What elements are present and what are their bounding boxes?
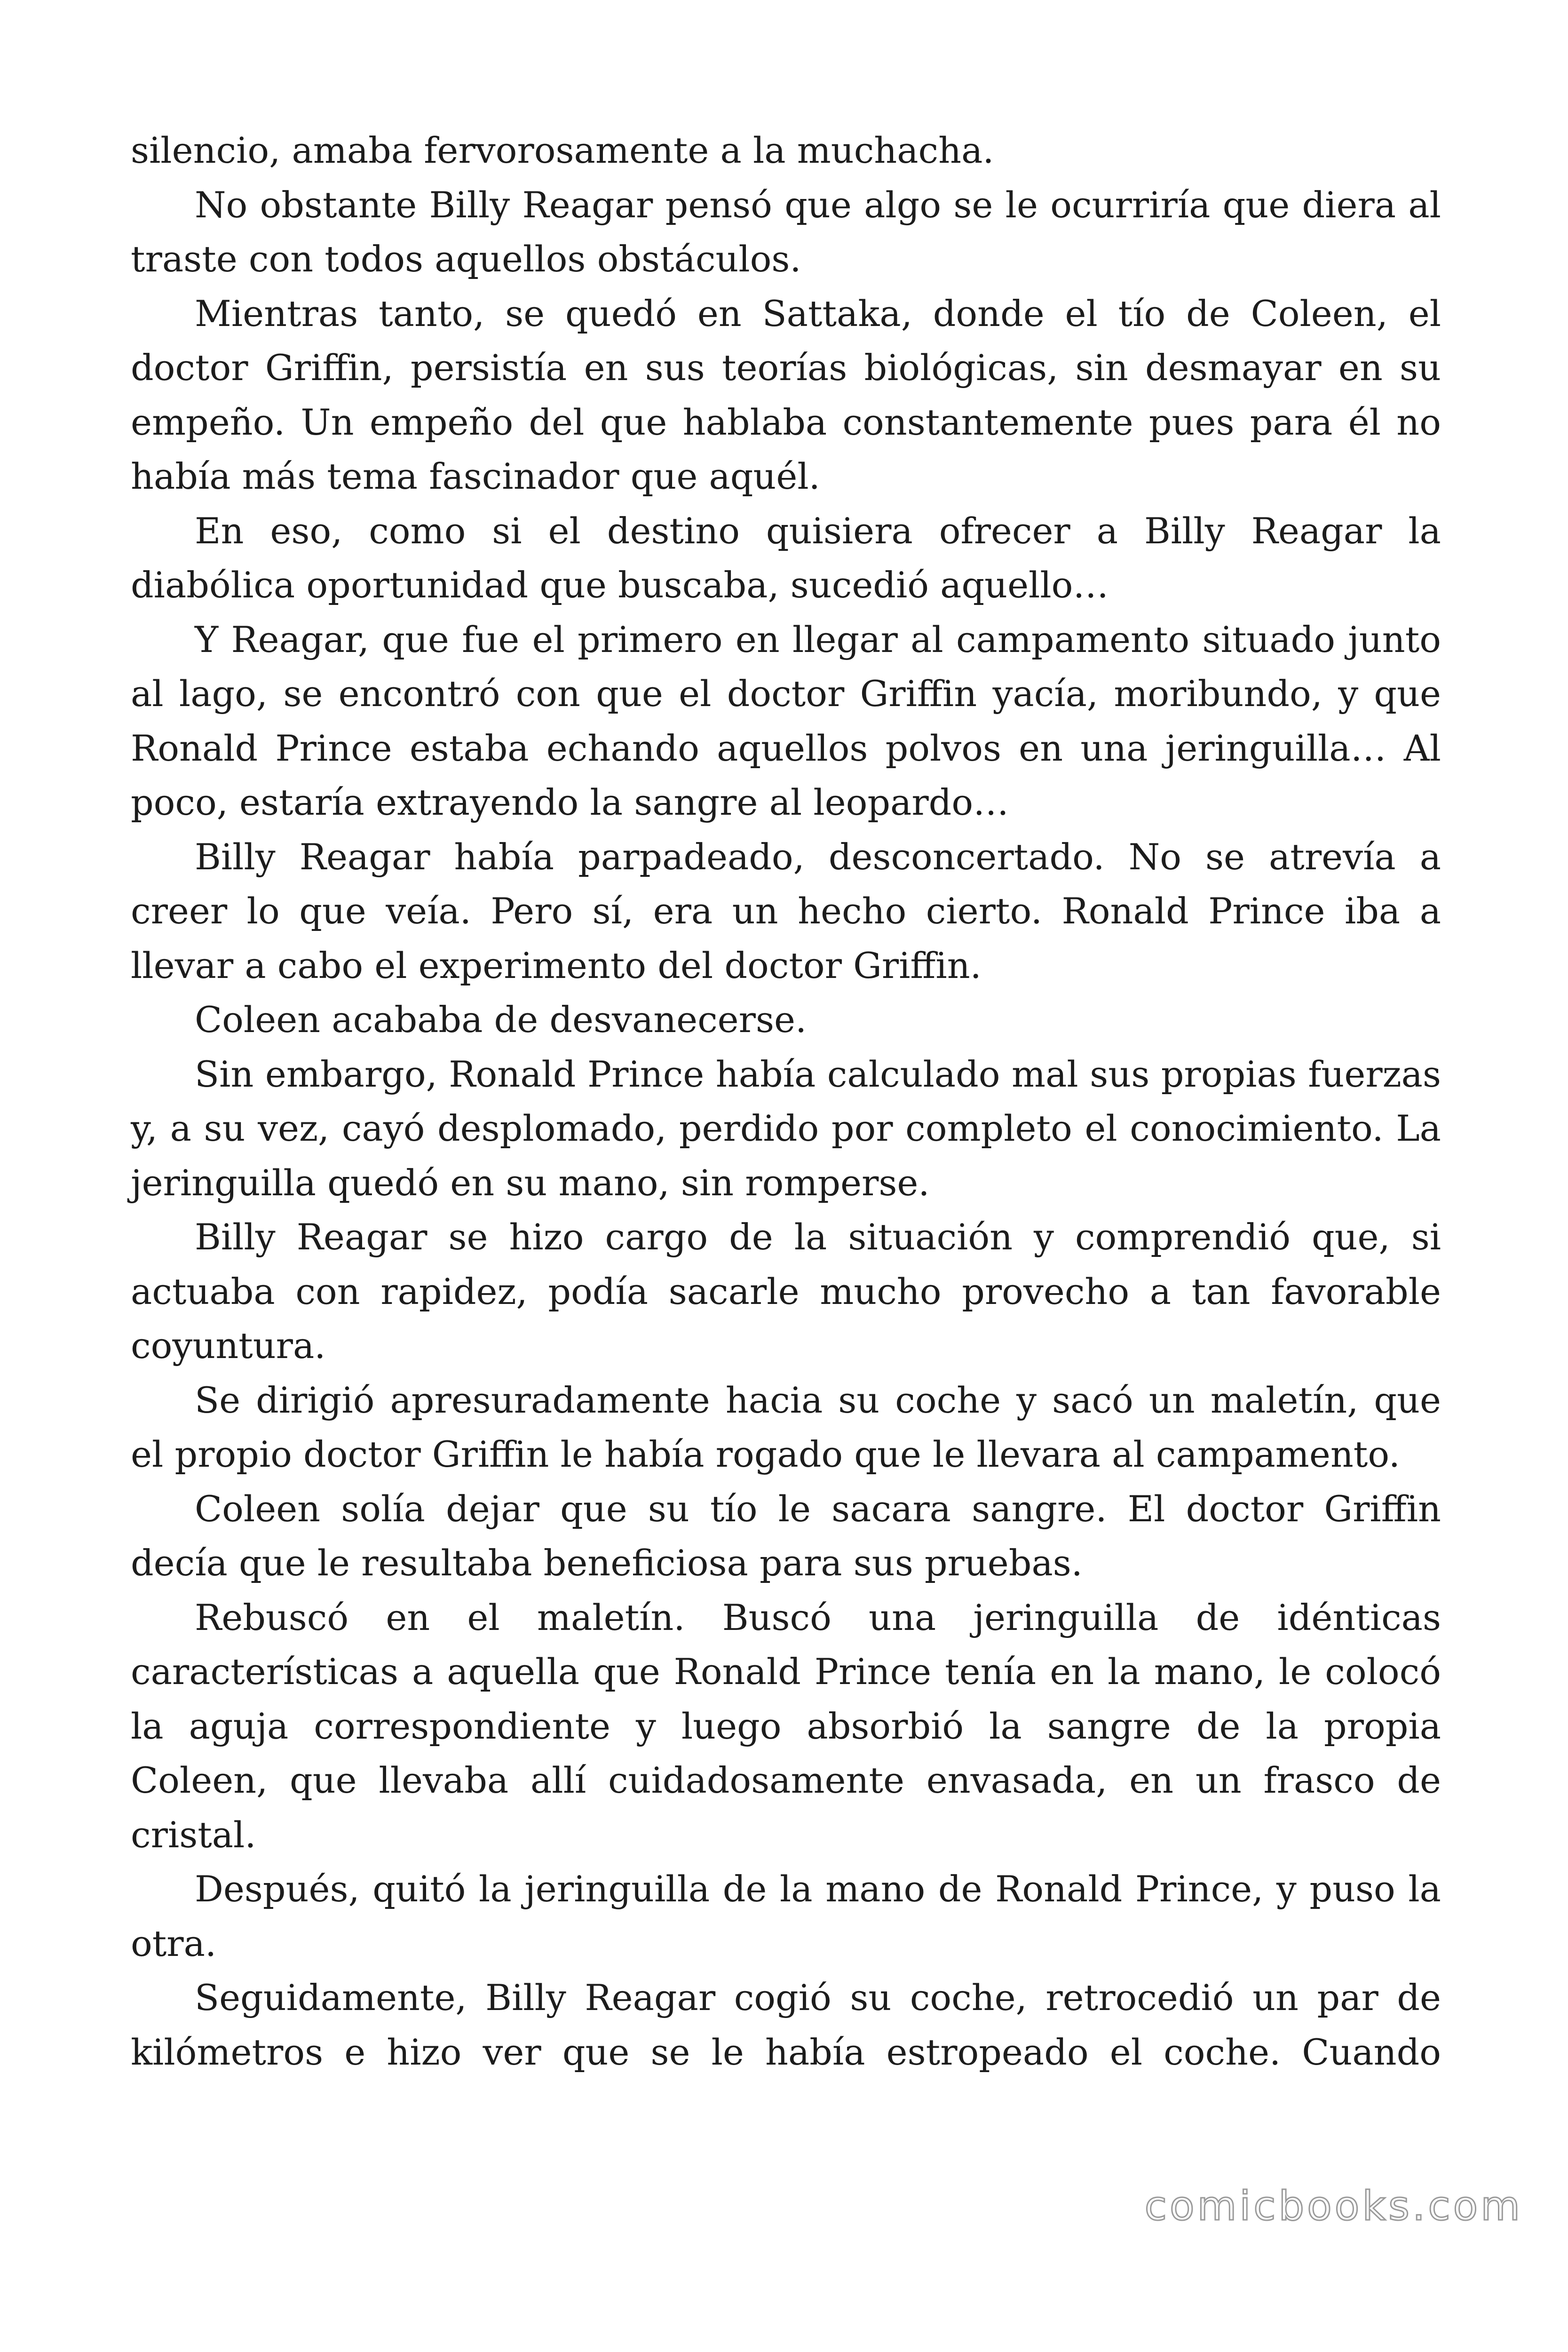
paragraph-11: Coleen solía dejar que su tío le sacara sangre. El doctor Griffin decía que le resultaba beneficiosa para sus pruebas. bbox=[131, 1487, 1441, 1584]
paragraph-2: No obstante Billy Reagar pensó que algo se le ocurriría que diera al traste con todos aquellos obstáculos. bbox=[131, 183, 1441, 280]
paragraph-14: Seguidamente, Billy Reagar cogió su coche, retrocedió un par de kilómetros e hizo ver que se le había estropeado el coche. Cuando bbox=[131, 1977, 1441, 2073]
paragraph-10: Se dirigió apresuradamente hacia su coche y sacó un maletín, que el propio doctor Griffin le había rogado que le llevara al campamento. bbox=[131, 1379, 1441, 1475]
paragraph-5: Y Reagar, que fue el primero en llegar al campamento situado junto al lago, se encontró con que el doctor Griffin yacía, moribundo, y que Ronald Prince estaba echando aquellos polvos en una jeringuilla… Al poco, estaría extrayendo la sangre al leopardo… bbox=[131, 618, 1441, 823]
paragraph-6: Billy Reagar había parpadeado, desconcertado. No se atrevía a creer lo que veía. Pero sí, era un hecho cierto. Ronald Prince iba a llevar a cabo el experimento del doctor Griffin. bbox=[131, 835, 1441, 986]
paragraph-8: Sin embargo, Ronald Prince había calculado mal sus propias fuerzas y, a su vez, cayó desplomado, perdido por completo el conocimiento. La jeringuilla quedó en su mano, sin romperse. bbox=[131, 1053, 1441, 1204]
paragraph-9: Billy Reagar se hizo cargo de la situación y comprendió que, si actuaba con rapidez, podía sacarle mucho provecho a tan favorable coyuntura. bbox=[131, 1216, 1441, 1367]
paragraph-7: Coleen acababa de desvanecerse. bbox=[195, 999, 807, 1041]
watermark: comicbooks.com bbox=[1144, 2183, 1523, 2230]
paragraph-13: Después, quitó la jeringuilla de la mano de Ronald Prince, y puso la otra. bbox=[131, 1868, 1441, 1964]
paragraph-1: silencio, amaba fervorosamente a la muchacha. bbox=[131, 129, 994, 171]
paragraph-3: Mientras tanto, se quedó en Sattaka, donde el tío de Coleen, el doctor Griffin, persistía en sus teorías biológicas, sin desmayar en su empeño. Un empeño del que hablaba constantemente pues para él no había más tema fascinador que aquél. bbox=[131, 292, 1441, 497]
book-page-text bbox=[131, 123, 1441, 2079]
paragraph-4: En eso, como si el destino quisiera ofrecer a Billy Reagar la diabólica oportunidad que buscaba, sucedió aquello… bbox=[131, 509, 1441, 606]
paragraph-12: Rebuscó en el maletín. Buscó una jeringuilla de idénticas características a aquella que Ronald Prince tenía en la mano, le colocó la aguja correspondiente y luego absorbió la sangre de la propia Coleen, que llevaba allí cuidadosamente envasada, en un frasco de cristal. bbox=[131, 1596, 1441, 1856]
